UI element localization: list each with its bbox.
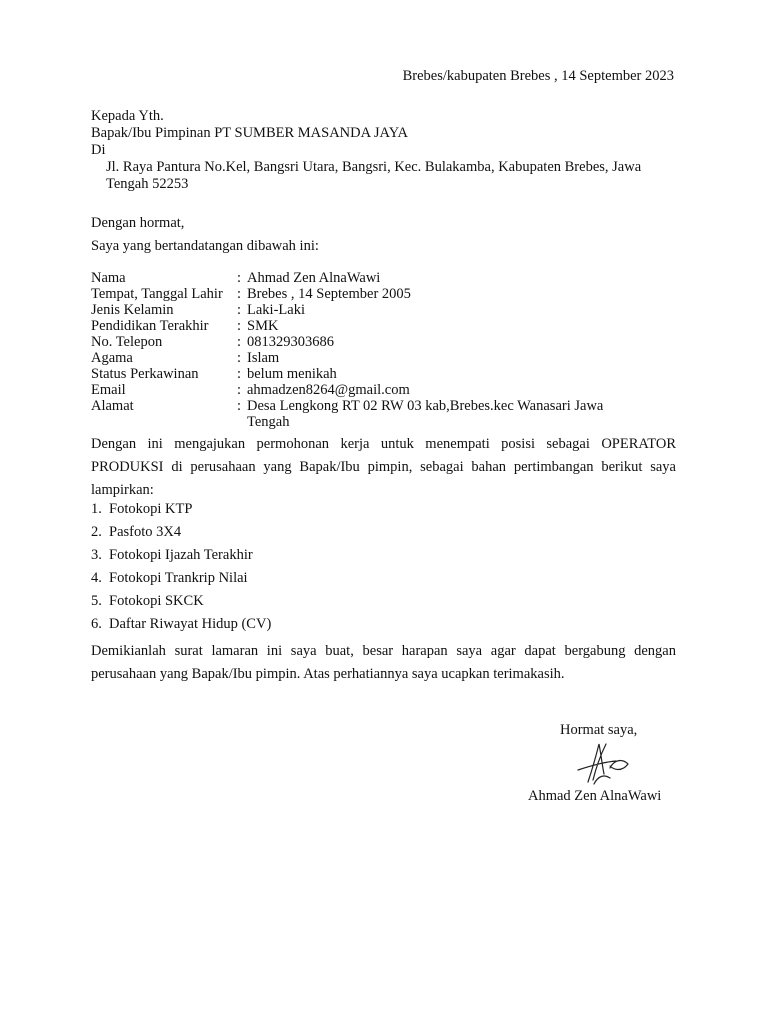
identity-value: Desa Lengkong RT 02 RW 03 kab,Brebes.kec Wanasari Jawa Tengah — [247, 398, 604, 430]
list-item — [91, 590, 271, 613]
identity-value: Ahmad Zen AlnaWawi — [247, 270, 381, 286]
colon-separator: : — [237, 398, 242, 414]
handwritten-signature — [574, 740, 632, 788]
list-item — [91, 544, 271, 567]
list-number: 5. — [91, 593, 102, 609]
identity-label: Tempat, Tanggal Lahir — [91, 286, 223, 302]
identity-label: Jenis Kelamin — [91, 302, 174, 318]
recipient-addressee: Bapak/Ibu Pimpinan PT SUMBER MASANDA JAYA — [91, 125, 409, 141]
identity-value: 081329303686 — [247, 334, 334, 350]
colon-separator: : — [237, 302, 242, 318]
list-number: 2. — [91, 524, 102, 540]
closing-salutation: Hormat saya, — [560, 722, 638, 738]
identity-row-alamat — [91, 398, 691, 430]
list-text: Fotokopi SKCK — [109, 593, 204, 609]
list-number: 4. — [91, 570, 102, 586]
list-text: Daftar Riwayat Hidup (CV) — [109, 616, 272, 632]
list-number: 1. — [91, 501, 102, 517]
identity-row-status — [91, 366, 691, 382]
identity-row-pendidikan — [91, 318, 691, 334]
identity-row-email — [91, 382, 691, 398]
identity-row-jenis-kelamin — [91, 302, 691, 318]
list-item — [91, 567, 271, 590]
list-text: Pasfoto 3X4 — [109, 524, 182, 540]
colon-separator: : — [237, 286, 242, 302]
identity-value: SMK — [247, 318, 279, 334]
colon-separator: : — [237, 318, 242, 334]
place-date: Brebes/kabupaten Brebes , 14 September 2023 — [402, 68, 674, 84]
colon-separator: : — [237, 350, 242, 366]
identity-label: No. Telepon — [91, 334, 163, 350]
greeting: Dengan hormat, — [91, 215, 185, 231]
colon-separator: : — [237, 366, 242, 382]
identity-row-ttl — [91, 286, 691, 302]
identity-label: Agama — [91, 350, 133, 366]
list-item — [91, 521, 271, 544]
identity-label: Status Perkawinan — [91, 366, 199, 382]
list-item — [91, 613, 271, 636]
recipient-di: Di — [91, 142, 106, 158]
list-text: Fotokopi Ijazah Terakhir — [109, 547, 253, 563]
identity-value: belum menikah — [247, 366, 337, 382]
colon-separator: : — [237, 334, 242, 350]
intro-text: Saya yang bertandatangan dibawah ini: — [91, 238, 319, 254]
recipient-block — [91, 108, 681, 193]
identity-value: Laki-Laki — [247, 302, 305, 318]
identity-value: Islam — [247, 350, 280, 366]
closing-paragraph: Demikianlah surat lamaran ini saya buat, besar harapan saya agar dapat bergabung dengan perusahaan yang Bapak/Ibu pimpin. Atas perhatiannya saya ucapkan terimakasih. — [91, 643, 676, 682]
identity-table — [91, 270, 691, 430]
identity-value: ahmadzen8264@gmail.com — [247, 382, 410, 398]
colon-separator: : — [237, 270, 242, 286]
identity-label: Pendidikan Terakhir — [91, 318, 209, 334]
identity-label: Nama — [91, 270, 126, 286]
application-paragraph: Dengan ini mengajukan permohonan kerja untuk menempati posisi sebagai OPERATOR PRODUKSI di perusahaan yang Bapak/Ibu pimpin, sebagai bahan pertimbangan berikut saya lampirkan: — [91, 436, 676, 498]
signer-name: Ahmad Zen AlnaWawi — [528, 788, 662, 804]
attachment-list — [91, 498, 271, 636]
list-item — [91, 498, 271, 521]
identity-row-agama — [91, 350, 691, 366]
identity-row-telepon — [91, 334, 691, 350]
colon-separator: : — [237, 382, 242, 398]
identity-label: Email — [91, 382, 126, 398]
list-text: Fotokopi Trankrip Nilai — [109, 570, 248, 586]
recipient-salutation: Kepada Yth. — [91, 108, 164, 124]
identity-label: Alamat — [91, 398, 134, 414]
identity-value: Brebes , 14 September 2005 — [247, 286, 411, 302]
list-number: 6. — [91, 616, 102, 632]
recipient-address: Jl. Raya Pantura No.Kel, Bangsri Utara, Bangsri, Kec. Bulakamba, Kabupaten Brebes, Jawa Tengah 52253 — [106, 159, 642, 192]
identity-row-nama — [91, 270, 691, 286]
greeting-block — [91, 213, 319, 259]
list-number: 3. — [91, 547, 102, 563]
list-text: Fotokopi KTP — [109, 501, 193, 517]
